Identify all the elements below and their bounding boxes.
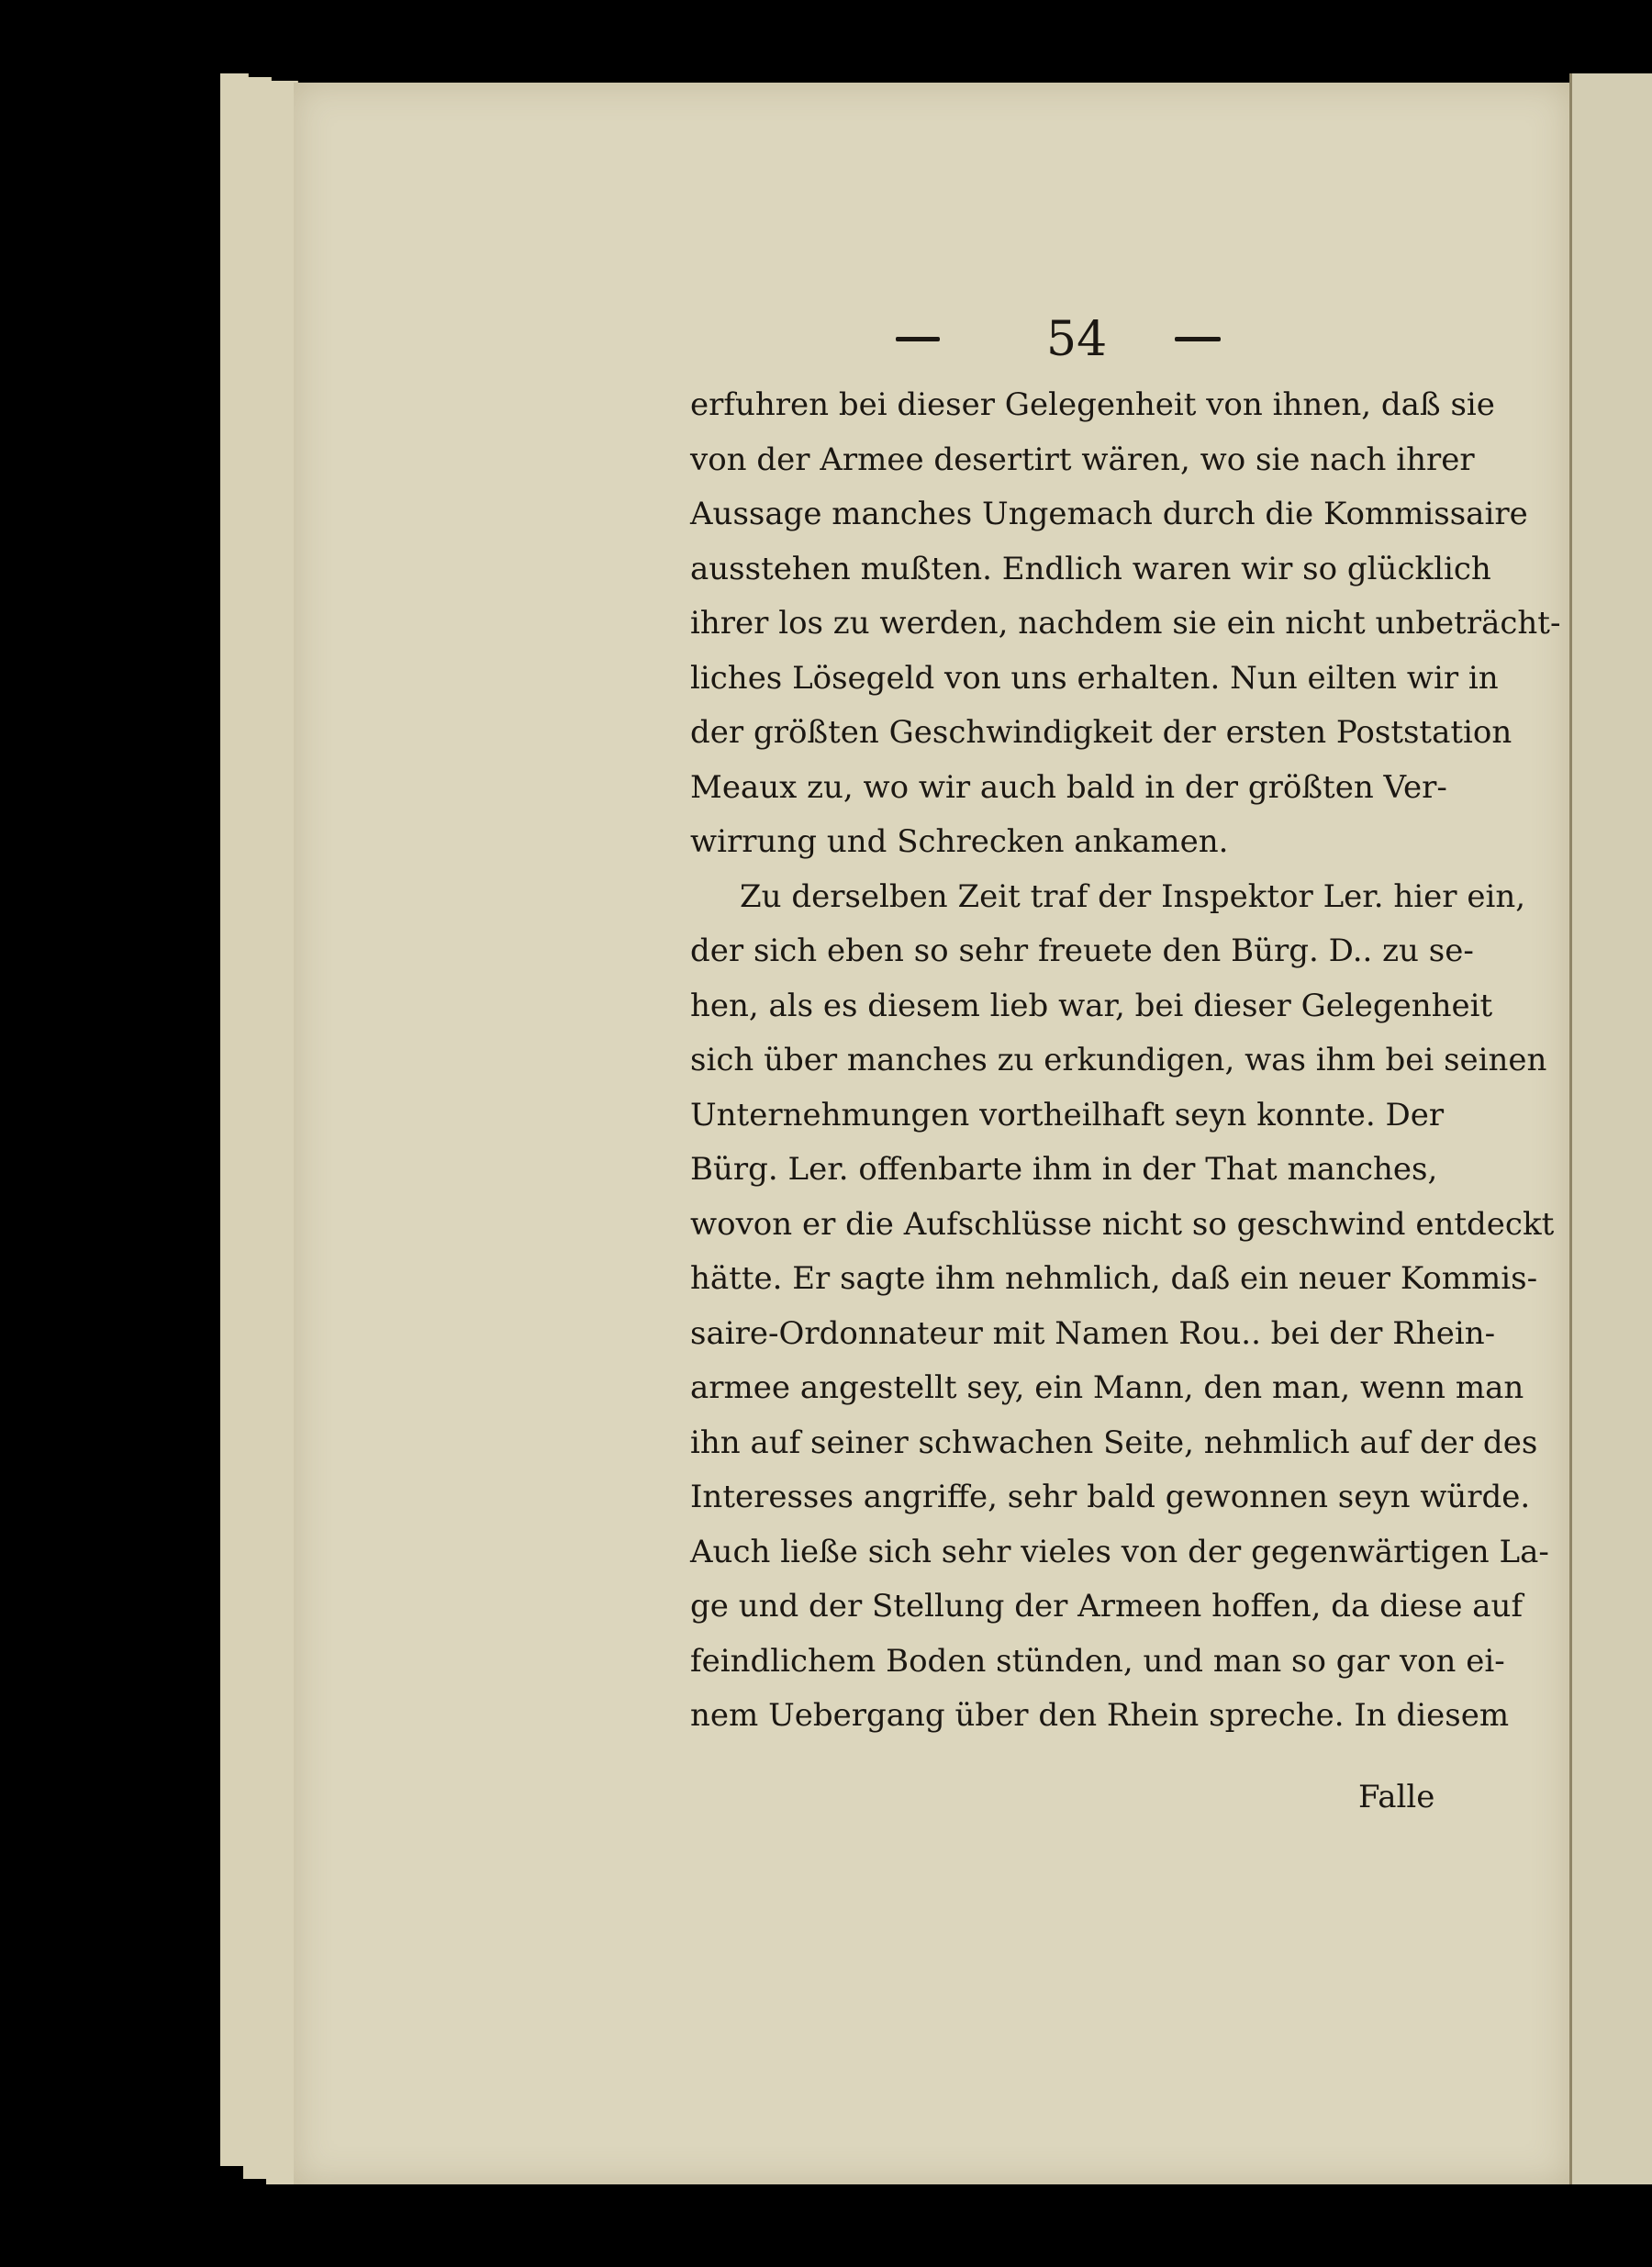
text-line: der sich eben so sehr freuete den Bürg. D.. zu se-: [690, 932, 1474, 969]
catchword: Falle: [1358, 1779, 1435, 1815]
text-line: Zu derselben Zeit traf der Inspektor Ler. hier ein,: [740, 877, 1526, 915]
text-line: liches Lösegeld von uns erhalten. Nun eilten wir in: [690, 659, 1499, 697]
text-line: Unternehmungen vortheilhaft seyn konnte. Der: [690, 1096, 1445, 1134]
text-line: feindlichem Boden stünden, und man so gar von ei-: [690, 1642, 1505, 1680]
text-line: Interesses angriffe, sehr bald gewonnen seyn würde.: [690, 1479, 1531, 1515]
text-line: der größten Geschwindigkeit der ersten Poststation: [690, 714, 1512, 751]
body-text: [690, 378, 1561, 1744]
page-number: 54: [1046, 312, 1108, 367]
text-line: Auch ließe sich sehr vieles von der gegenwärtigen La-: [690, 1533, 1549, 1570]
text-line: nem Uebergang über den Rhein spreche. In diesem: [690, 1697, 1510, 1734]
text-line: Bürg. Ler. offenbarte ihm in der That manches,: [690, 1151, 1438, 1188]
text-line: hätte. Er sagte ihm nehmlich, daß ein neuer Kommis-: [690, 1260, 1538, 1297]
text-line: ge und der Stellung der Armeen hoffen, da diese auf: [690, 1588, 1524, 1625]
text-line: Meaux zu, wo wir auch bald in der größten Ver-: [690, 768, 1447, 806]
text-line: erfuhren bei dieser Gelegenheit von ihnen, daß sie: [690, 386, 1495, 423]
facing-page-edge: [1569, 73, 1652, 2184]
text-line: wovon er die Aufschlüsse nicht so geschwind entdeckt: [690, 1205, 1555, 1243]
text-line: hen, als es diesem lieb war, bei dieser Gelegenheit: [690, 987, 1493, 1024]
text-line: ihrer los zu werden, nachdem sie ein nicht unbeträcht-: [690, 605, 1561, 642]
text-line: wirrung und Schrecken ankamen.: [690, 823, 1229, 860]
text-line: Aussage manches Ungemach durch die Kommissaire: [690, 496, 1528, 532]
text-line: ausstehen mußten. Endlich waren wir so glücklich: [690, 550, 1491, 587]
page-header: [890, 312, 1239, 367]
text-line: saire-Ordonnateur mit Namen Rou.. bei der Rhein-: [690, 1314, 1496, 1352]
text-line: armee angestellt sey, ein Mann, den man, wenn man: [690, 1369, 1524, 1406]
text-line: ihn auf seiner schwachen Seite, nehmlich auf der des: [690, 1424, 1538, 1461]
text-line: von der Armee desertirt wären, wo sie nach ihrer: [690, 441, 1475, 478]
header-dash-left: [896, 337, 940, 341]
header-dash-right: [1175, 337, 1221, 341]
text-line: sich über manches zu erkundigen, was ihm bei seinen: [690, 1042, 1547, 1078]
